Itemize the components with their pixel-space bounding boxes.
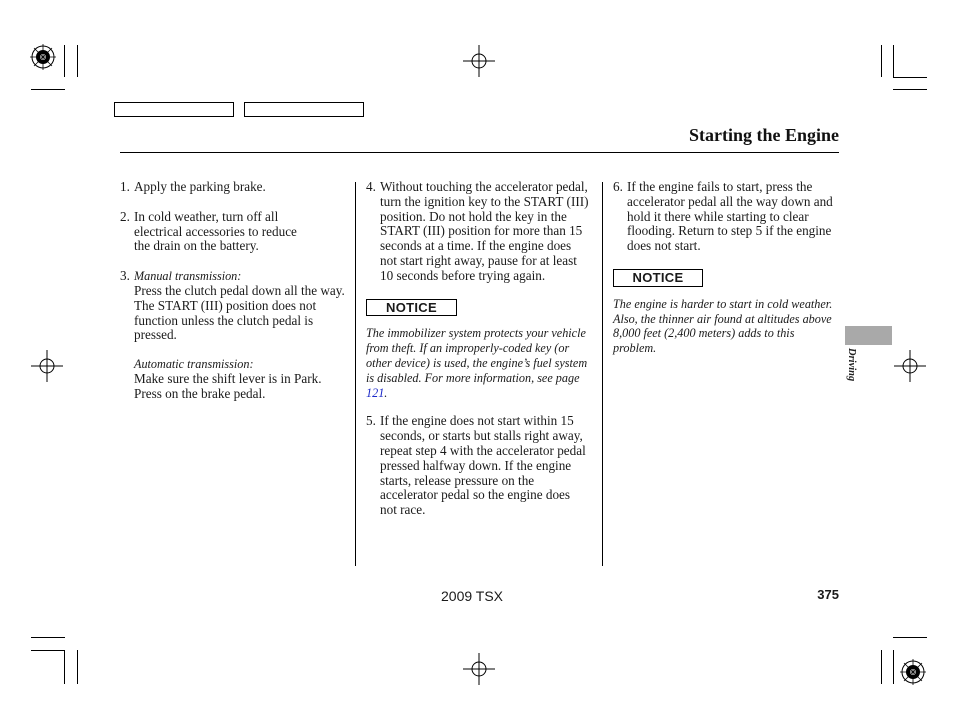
section-side-label: Driving bbox=[846, 348, 857, 382]
header-tab-1 bbox=[114, 102, 234, 117]
notice-badge: NOTICE bbox=[613, 269, 703, 287]
step-4: 4. Without touching the accelerator pedal, turn the ignition key to the START (III) position. Do not hold the key in the START (III) position for more than 15 seconds at a time. If the engine does not start right away, pause for at least 10 seconds before trying again. bbox=[366, 179, 589, 283]
automatic-transmission-text: Make sure the shift lever is in Park. Press on the brake pedal. bbox=[134, 370, 322, 401]
footer-model: 2009 TSX bbox=[441, 588, 504, 604]
page-link[interactable]: 121 bbox=[366, 385, 385, 400]
step-5: 5. If the engine does not start within 15 seconds, or starts but stalls right away, repeat step 4 with the accelerator pedal pressed halfway down. If the engine starts, release pressure on the accelerator pedal so the engine does not race. bbox=[366, 413, 586, 518]
automatic-transmission-label: Automatic transmission: bbox=[134, 357, 254, 372]
registration-crosshair-icon bbox=[463, 45, 495, 77]
manual-transmission-text: Press the clutch pedal down all the way. The START (III) position does not function unless the clutch pedal is pressed. bbox=[134, 282, 345, 343]
step-3: 3. Manual transmission: Press the clutch pedal down all the way. The START (III) position does not function unless the clutch pedal is pressed. Automatic transmission: Make sure the shift lever is in Park. Press on the brake pedal. bbox=[120, 269, 350, 401]
column-divider bbox=[602, 182, 603, 566]
page-title: Starting the Engine bbox=[688, 125, 839, 145]
notice-text: The engine is harder to start in cold weather. Also, the thinner air found at altitudes above 8,000 feet (2,400 meters) adds to this problem. bbox=[613, 296, 833, 356]
step-6: 6. If the engine fails to start, press the accelerator pedal all the way down and hold it there while starting to clear flooding. Return to step 5 if the engine does not start. bbox=[613, 179, 833, 254]
registration-crosshair-icon bbox=[31, 350, 63, 382]
column-divider bbox=[355, 182, 356, 566]
column-3 bbox=[613, 180, 833, 356]
registration-crosshair-icon bbox=[463, 653, 495, 685]
section-side-tab bbox=[845, 326, 892, 345]
header-tab-2 bbox=[244, 102, 364, 117]
registration-sunburst-icon bbox=[30, 44, 56, 70]
notice-badge: NOTICE bbox=[366, 299, 457, 317]
notice-text: The immobilizer system protects your vehicle from theft. If an improperly-coded key (or other device) is used, the engine’s fuel system is disabled. For more information, see page 121. bbox=[366, 326, 588, 400]
title-rule bbox=[120, 152, 839, 153]
column-1 bbox=[120, 180, 350, 402]
registration-crosshair-icon bbox=[894, 350, 926, 382]
step-1: 1. Apply the parking brake. bbox=[120, 179, 266, 194]
column-2 bbox=[366, 180, 590, 518]
page-number: 375 bbox=[817, 587, 839, 602]
manual-transmission-label: Manual transmission: bbox=[134, 269, 242, 284]
registration-sunburst-icon bbox=[900, 659, 926, 685]
step-2: 2. In cold weather, turn off all electrical accessories to reduce the drain on the battery. bbox=[120, 208, 297, 254]
